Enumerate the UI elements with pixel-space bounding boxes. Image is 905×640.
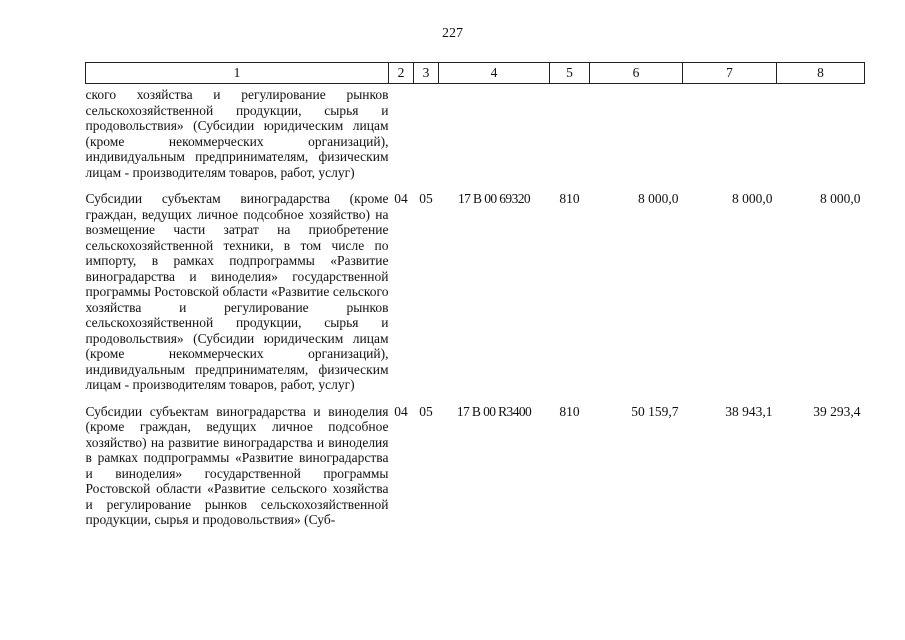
header-col-8: 8 <box>777 63 865 84</box>
row-amount-year-2 <box>683 84 777 189</box>
row-amount-year-1: 8 000,0 <box>638 191 679 206</box>
page-number: 227 <box>442 26 463 41</box>
row-expense-type: 810 <box>559 191 580 206</box>
row-description: Субсидии субъектам виноградарства и виноделия (кроме граждан, ведущих личное подсобное хозяйство) на развитие виноградарства и виноделия в рамках подпрограммы «Развитие виноградарства и виноделия» государственной программы Ростовской области «Развитие сельского хозяйства и регулирование рынков сельскохозяйственной продукции, сырья и продовольствия» (Суб- <box>85 403 389 527</box>
header-col-7: 7 <box>683 63 777 84</box>
row-amount-year-3: 8 000,0 <box>820 191 861 206</box>
row-amount-year-2: 38 943,1 <box>725 403 773 419</box>
row-target-code: 17 В 00 69320 <box>457 191 531 206</box>
header-col-5: 5 <box>550 63 590 84</box>
row-target-code: 17 В 00 R3400 <box>456 403 532 419</box>
header-col-1: 1 <box>86 63 389 84</box>
row-description: Субсидии субъектам виноградарства (кроме граждан, ведущих личное подсобное хозяйство) на возмещение части затрат на приобретение сельскохозяйственной техники, в том числе по импорту, в рамках подпрограммы «Развитие виноградарства и виноделия» государственной программы Ростовской области «Развитие сельского хозяйства и регулирование рынков сельскохозяйственной продукции, сырья и продовольствия» (Субсидии юридическим лицам (кроме некоммерческих организаций), индивидуальным предпринимателям, физическим лицам - производителям товаров, работ, услуг) <box>85 191 389 392</box>
row-target-code <box>439 84 550 189</box>
header-col-6: 6 <box>590 63 683 84</box>
table-row <box>86 84 865 189</box>
row-description: ского хозяйства и регулирование рынков сельскохозяйственной продукции, сырья и продовольствия» (Субсидии юридическим лицам (кроме некоммерческих организаций), индивидуальным предпринимателям, физическим лицам - производителям товаров, работ, услуг) <box>85 87 389 180</box>
row-section: 04 <box>394 191 408 206</box>
row-amount-year-3 <box>777 84 865 189</box>
row-amount-year-1: 50 159,7 <box>631 403 679 419</box>
row-section <box>389 84 414 189</box>
row-amount-year-1 <box>590 84 683 189</box>
row-amount-year-2: 8 000,0 <box>732 191 773 206</box>
row-expense-type <box>550 84 590 189</box>
budget-table <box>85 62 865 528</box>
header-col-3: 3 <box>414 63 439 84</box>
row-subsection: 05 <box>419 403 433 419</box>
table-header-row <box>86 63 865 84</box>
row-amount-year-3: 39 293,4 <box>813 403 861 419</box>
table-row <box>86 188 865 401</box>
row-expense-type: 810 <box>559 403 580 419</box>
row-subsection <box>414 84 439 189</box>
table-row <box>86 401 865 528</box>
row-section: 04 <box>394 403 408 419</box>
header-col-4: 4 <box>439 63 550 84</box>
header-col-2: 2 <box>389 63 414 84</box>
row-subsection: 05 <box>419 191 433 206</box>
